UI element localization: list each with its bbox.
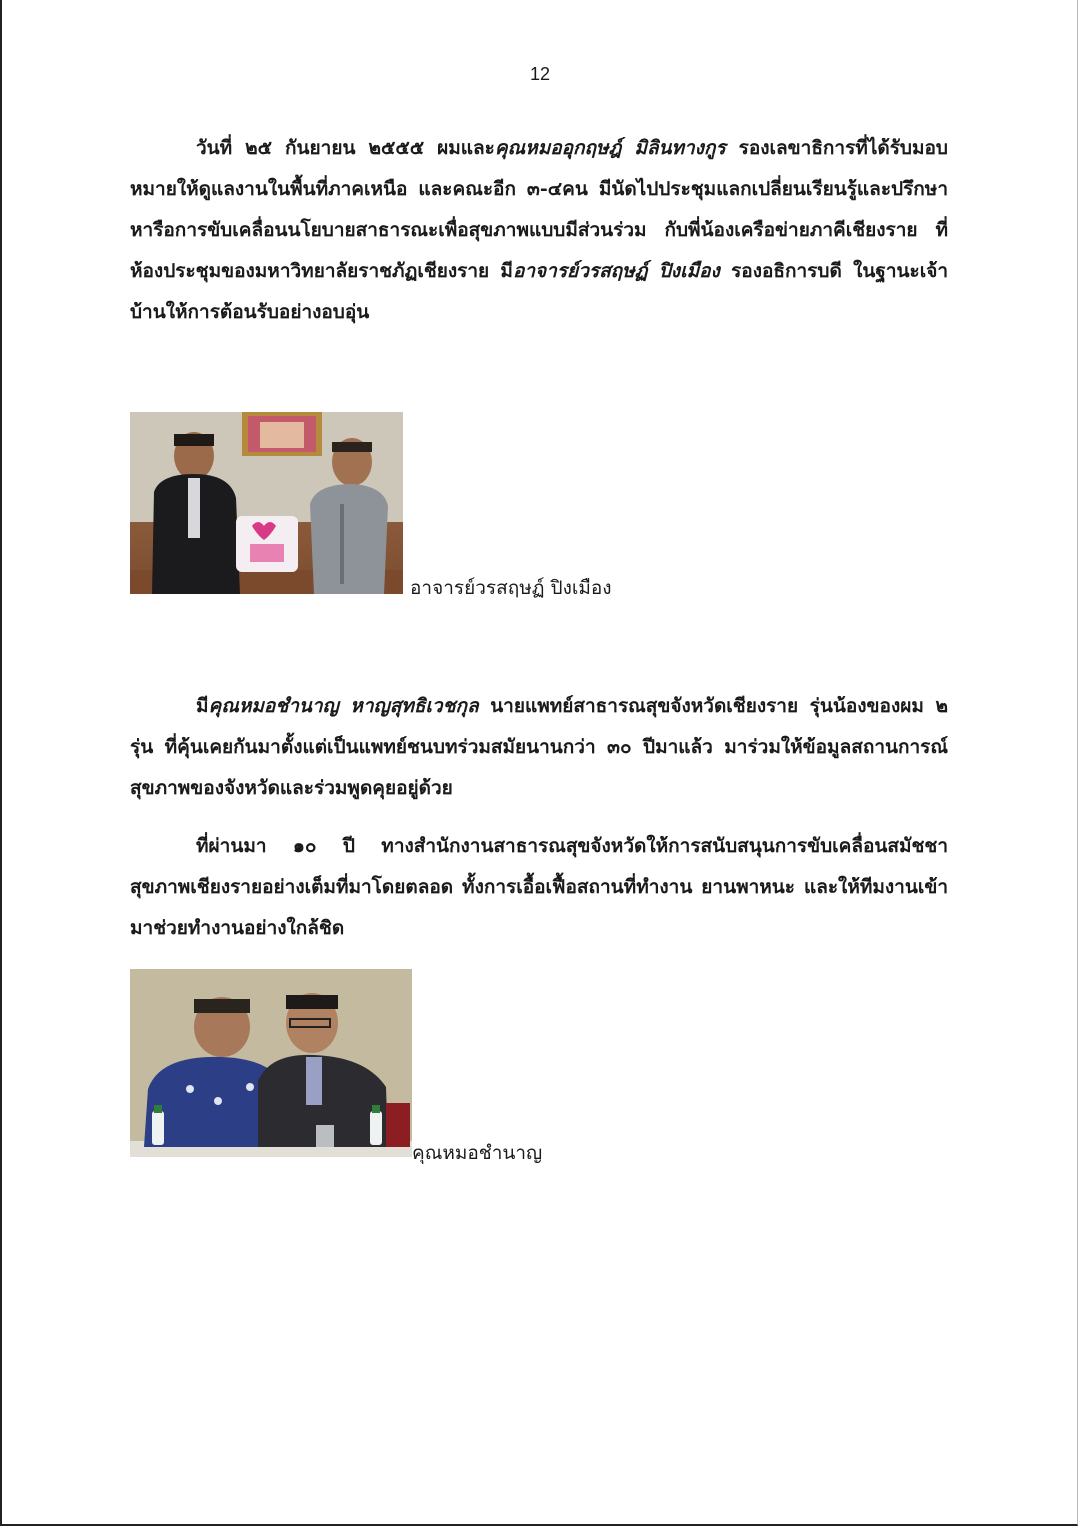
- person-name-highlight: อาจารย์วรสฤษฏ์ ปิงเมือง: [512, 260, 720, 282]
- paragraph-text: นายแพทย์สาธารณสุขจังหวัดเชียงราย รุ่นน้องของผม ๒ รุ่น ที่คุ้นเคยกันมาตั้งแต่เป็นแพทย์ชนบทร่วมสมัยนานกว่า ๓๐ ปีมาแล้ว มาร่วมให้ข้อมูลสถานการณ์สุขภาพของจังหวัดและร่วมพูดคุยอยู่ด้วย: [130, 695, 948, 799]
- paragraph-text: วันที่ ๒๕ กันยายน ๒๕๕๕ ผมและ: [196, 137, 495, 159]
- photo-meeting-discussion: [130, 969, 412, 1157]
- paragraph-text: รองอธิการบดี ในฐานะเจ้าบ้านให้การต้อนรับอย่างอบอุ่น: [130, 260, 948, 323]
- paragraph-text: รองเลขาธิการที่ได้รับมอบหมายให้ดูแลงานในพื้นที่ภาคเหนือ และคณะอีก ๓-๔คน มีนัดไปประชุมแลกเปลี่ยนเรียนรู้และปรึกษาหารือการขับเคลื่อนนโยบายสาธารณะเพื่อสุขภาพแบบมีส่วนร่วม กับพี่น้องเครือข่ายภาคีเชียงราย ที่ห้องประชุมของมหาวิทยาลัยราชภัฏเชียงราย มี: [130, 137, 948, 282]
- photo-gift-handover: [130, 412, 403, 594]
- photo-caption: คุณหมอชำนาญ: [412, 1142, 543, 1164]
- paragraph-text: ที่ผ่านมา ๑๐ ปี ทางสำนักงานสาธารณสุขจังหวัดให้การสนับสนุนการขับเคลื่อนสมัชชาสุขภาพเชียงรายอย่างเต็มที่มาโดยตลอด ทั้งการเอื้อเฟื้อสถานที่ทำงาน ยานพาหนะ และให้ทีมงานเข้ามาช่วยทำงานอย่างใกล้ชิด: [130, 835, 948, 939]
- paragraph-provincial-doctor: [130, 686, 948, 809]
- person-name-highlight: คุณหมอชำนาญ หาญสุทธิเวชกุล: [208, 695, 479, 717]
- paragraph-text: มี: [196, 695, 209, 717]
- person-name-highlight: คุณหมออุกฤษฎ์ มิลินทางกูร: [494, 137, 726, 159]
- paragraph-support: [130, 826, 948, 949]
- page-number: 12: [529, 64, 551, 84]
- paragraph-meeting-intro: [130, 128, 948, 333]
- photo-caption: อาจารย์วรสฤษฏ์ ปิงเมือง: [410, 577, 612, 599]
